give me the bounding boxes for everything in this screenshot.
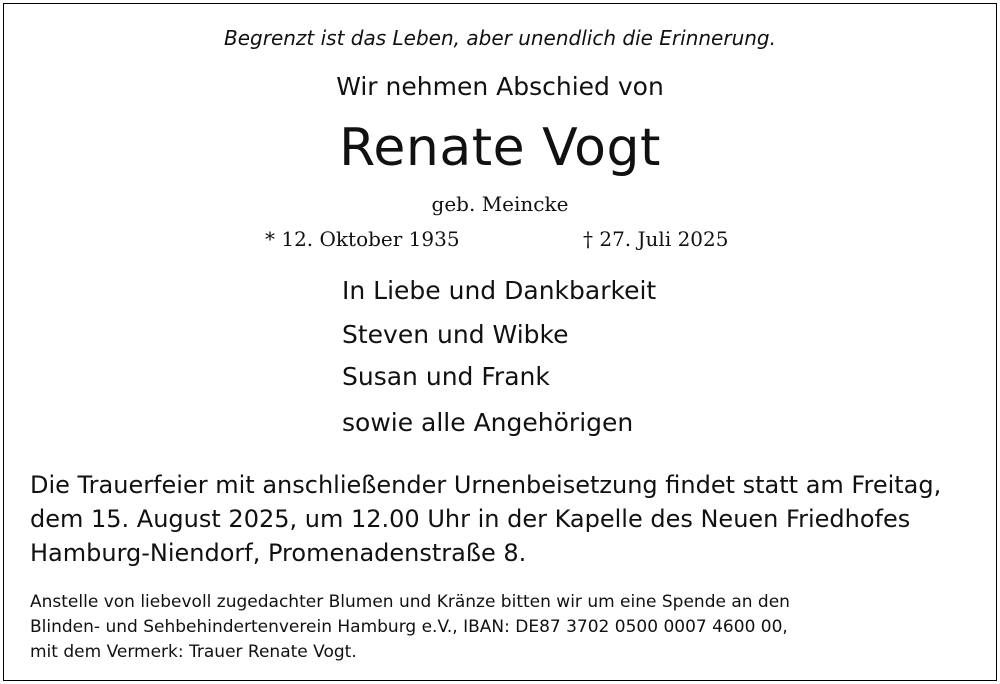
motto: Begrenzt ist das Leben, aber unendlich die Erinnerung. (224, 26, 776, 50)
deceased-name: Renate Vogt (339, 118, 661, 178)
funeral-info (30, 468, 972, 570)
mourners-intro: In Liebe und Dankbarkeit (342, 276, 657, 305)
funeral-line: Hamburg-Niendorf, Promenadenstraße 8. (30, 539, 527, 567)
birth-date: * 12. Oktober 1935 (265, 227, 460, 251)
maiden-name: geb. Meincke (431, 192, 569, 216)
mourner-line: Steven und Wibke (342, 320, 569, 349)
funeral-line: dem 15. August 2025, um 12.00 Uhr in der Kapelle des Neuen Friedhofes (30, 505, 911, 533)
donation-line: Anstelle von liebevoll zugedachter Blumen und Kränze bitten wir um eine Spende an den (30, 592, 790, 612)
donation-info (30, 590, 972, 665)
donation-line: Blinden- und Sehbehindertenverein Hamburg e.V., IBAN: DE87 3702 0500 0007 4600 00, (30, 617, 788, 637)
intro-line: Wir nehmen Abschied von (336, 72, 664, 101)
funeral-line: Die Trauerfeier mit anschließender Urnenbeisetzung findet statt am Freitag, (30, 471, 942, 499)
mourner-line: Susan und Frank (342, 362, 550, 391)
death-date: † 27. Juli 2025 (583, 227, 729, 251)
mourner-line: sowie alle Angehörigen (342, 408, 634, 437)
donation-line: mit dem Vermerk: Trauer Renate Vogt. (30, 642, 357, 662)
